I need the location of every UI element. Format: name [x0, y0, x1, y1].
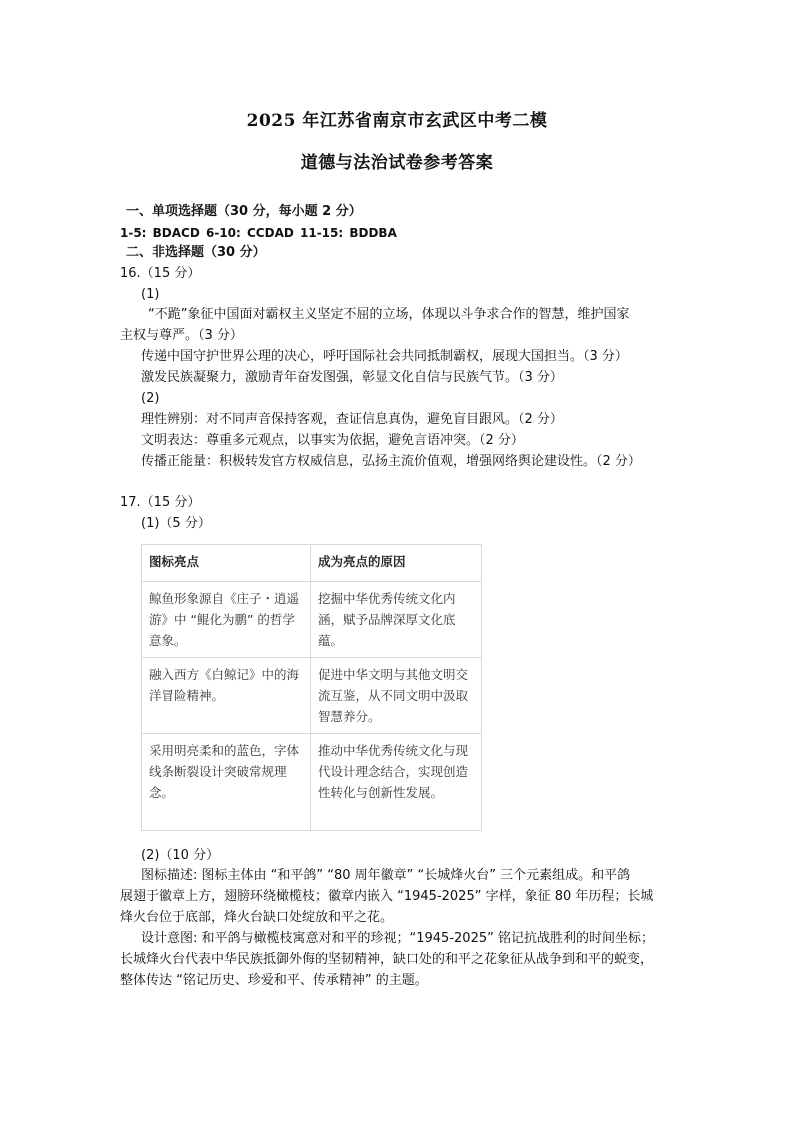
- table-row: [142, 734, 482, 831]
- icon-highlights-table: [141, 544, 482, 831]
- q16-label: 16.（15 分）: [120, 266, 201, 281]
- q16-part1-answer-a-line2: 主权与尊严。（3 分）: [120, 328, 243, 343]
- table-row: [142, 582, 482, 658]
- q16-part2-answer-b: 文明表达：尊重多元观点，以事实为依据，避免言语冲突。（2 分）: [141, 433, 524, 448]
- q17-part1-label: (1)（5 分）: [141, 516, 211, 531]
- q17-part2-description-line2: 展翅于徽章上方，翅膀环绕橄榄枝；徽章内嵌入 “1945-2025” 字样，象征 80 年历程；长城: [120, 889, 654, 904]
- q16-part1-label: (1): [141, 287, 160, 302]
- table-cell: 推动中华优秀传统文化与现代设计理念结合，实现创造性转化与创新性发展。: [311, 734, 482, 831]
- q17-part2-label: (2)（10 分）: [141, 848, 220, 863]
- document-subtitle: 道德与法治试卷参考答案: [300, 153, 494, 173]
- table-row: [142, 658, 482, 734]
- table-header-row: [142, 545, 482, 582]
- q16-part1-answer-a-line1: “不跪”象征中国面对霸权主义坚定不屈的立场，体现以斗争求合作的智慧，维护国家: [148, 307, 630, 322]
- table-cell: 挖掘中华优秀传统文化内涵，赋予品牌深厚文化底蕴。: [311, 582, 482, 658]
- section1-heading: 一、单项选择题（30 分，每小题 2 分）: [126, 204, 362, 219]
- table-header-cell: 成为亮点的原因: [311, 545, 482, 582]
- q17-part2-description-line3: 烽火台位于底部，烽火台缺口处绽放和平之花。: [120, 910, 394, 925]
- q17-part2-intent-line3: 整体传达 “铭记历史、珍爱和平、传承精神” 的主题。: [120, 973, 428, 988]
- q17-part2-description-line1: 图标描述: 图标主体由 “和平鸽” “80 周年徽章” “长城烽火台” 三个元素组成。和平鸽: [141, 868, 631, 883]
- q16-part1-answer-c: 激发民族凝聚力，激励青年奋发图强，彰显文化自信与民族气节。（3 分）: [141, 370, 563, 385]
- q16-part2-answer-a: 理性辨别：对不同声音保持客观，查证信息真伪，避免盲目跟风。（2 分）: [141, 412, 563, 427]
- q16-part2-answer-c: 传播正能量：积极转发官方权威信息，弘扬主流价值观，增强网络舆论建设性。（2 分）: [141, 454, 641, 469]
- q17-part2-intent-line1: 设计意图: 和平鸽与橄榄枝寓意对和平的珍视；“1945-2025” 铭记抗战胜利的时间坐标；: [141, 931, 654, 946]
- q17-label: 17.（15 分）: [120, 495, 201, 510]
- q16-part1-answer-b: 传递中国守护世界公理的决心，呼吁国际社会共同抵制霸权，展现大国担当。（3 分）: [141, 349, 628, 364]
- q16-part2-label: (2): [141, 391, 160, 406]
- table-cell: 采用明亮柔和的蓝色，字体线条断裂设计突破常规理念。: [142, 734, 311, 831]
- table-header-cell: 图标亮点: [142, 545, 311, 582]
- table-cell: 融入西方《白鲸记》中的海洋冒险精神。: [142, 658, 311, 734]
- document-title: 2025 年江苏省南京市玄武区中考二模: [246, 111, 548, 131]
- q17-part2-intent-line2: 长城烽火台代表中华民族抵御外侮的坚韧精神，缺口处的和平之花象征从战争到和平的蜕变，: [120, 952, 654, 967]
- section1-answers: 1-5: BDACD 6-10: CCDAD 11-15: BDDBA: [120, 226, 397, 240]
- section2-heading: 二、非选择题（30 分）: [126, 245, 266, 260]
- table-cell: 促进中华文明与其他文明交流互鉴，从不同文明中汲取智慧养分。: [311, 658, 482, 734]
- table-cell: 鲸鱼形象源自《庄子・逍遥游》中 “鲲化为鹏” 的哲学意象。: [142, 582, 311, 658]
